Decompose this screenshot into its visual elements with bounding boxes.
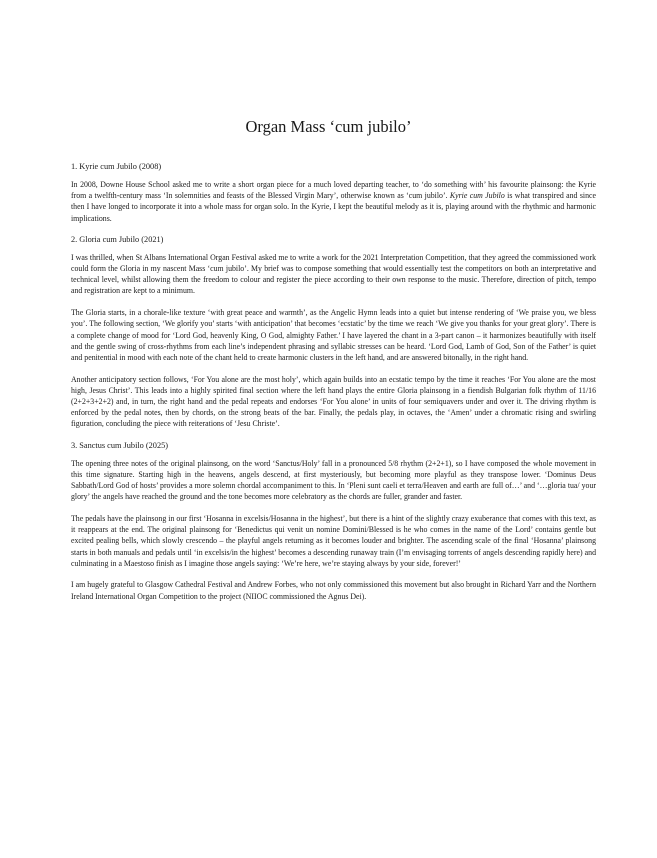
section-sanctus [71,440,596,602]
paragraph: I am hugely grateful to Glasgow Cathedral Festival and Andrew Forbes, who not only commissioned this movement but also brought in Richard Yarr and the Northern Ireland International Organ Competition to the project (NIIOC commissioned the Agnus Dei). [71,580,596,601]
document-body [71,161,596,612]
paragraph-text: In 2008, Downe House School asked me to write a short organ piece for a much loved departing teacher, to ‘do something with’ his favourite plainsong: the Kyrie from a twelfth-century mass ‘In solemnities and feasts of the Blessed Virgin Mary’, otherwise known as ‘cum jubilo’. [71,180,596,201]
italic-title-text: Kyrie cum Jubilo [449,191,505,201]
paragraph-text: is what transpired and since then I have longed to incorporate it into a whole mass for organ solo. In the Kyrie, I kept the beautiful melody as it is, playing around with the rhythmic and harmonic implications. [71,191,596,223]
section-heading: 2. Gloria cum Jubilo (2021) [71,234,164,244]
paragraph: The pedals have the plainsong in our first ‘Hosanna in excelsis/Hosanna in the highest’, but there is a hint of the slightly crazy exuberance that comes with this text, as it reappears at the end. The original plainsong for ‘Benedictus qui venit un nomine Domini/Blessed is he who comes in the name of the Lord’ contains gentle but excited pealing bells, which slowly crescendo – the playful angels returning as it becomes louder and brighter. The ascending scale of the final ‘Hosanna’ plainsong starts in both manuals and pedals until ‘in excelsis/in the highest’ becomes a descending runaway train (I’m envisaging torrents of angels descending rapidly here) and culminating in a Maestoso finish as I imagine those angels saying: ‘We’re here, we’re staying always by your side, forever!’ [71,513,596,568]
paragraph: The opening three notes of the original plainsong, on the word ‘Sanctus/Holy’ fall in a pronounced 5/8 rhythm (2+2+1), so I have composed the whole movement in this time signature. Starting high in the heavens, angels descend, at first mysteriously, but becoming more playful as they transpose lower. ‘Dominus Deus Sabbath/Lord God of hosts’ provides a more solemn chordal accompaniment to this. In ‘Pleni sunt caeli et terra/Heaven and earth are full of…’ and ‘…gloria tua/ your glory’ the angels have reached the ground and the tone becomes more celebratory as the chords are fuller, grander and faster. [71,458,596,502]
paragraph: Another anticipatory section follows, ‘For You alone are the most holy’, which again builds into an ecstatic tempo by the time it reaches ‘For You alone are the most high, Jesus Christ’. This leads into a highly spirited final section where the left hand plays the entire Gloria plainsong in a fiendish Bulgarian folk rhythm of 11/16 (2+2+3+2+2) and, in turn, the right hand and the pedal repeats and endorses ‘For You alone’ in units of four semiquavers under and over it. The driving rhythm is enforced by the pedal notes, then by chords, on the strong beats of the bar. Finally, the pedals play, in octaves, the ‘Amen’ under a chromatic rising and swirling figuration, concluding the piece with reiterations of ‘Jesu Christe’. [71,374,596,429]
section-heading: 1. Kyrie cum Jubilo (2008) [71,162,162,171]
page-title: Organ Mass ‘cum jubilo’ [245,117,412,136]
paragraph [71,179,596,224]
paragraph: I was thrilled, when St Albans International Organ Festival asked me to write a work for the 2021 Interpretation Competition, that they agreed the commissioned work could form the Gloria in my nascent Mass ‘cum jubilo’. My brief was to compose something that would essentially test the competitors on both an interpretative and technical level, whilst allowing them the freedom to colour and register the piece according to their own response to the music. Therefore, direction of pitch, tempo and registration are kept to a minimum. [71,252,596,296]
section-heading: 3. Sanctus cum Jubilo (2025) [71,440,169,450]
paragraph: The Gloria starts, in a chorale-like texture ‘with great peace and warmth’, as the Angelic Hymn leads into a quiet but intense rendering of ‘We praise you, we bless you’. The following section, ‘We glorify you’ starts ‘with anticipation’ that becomes ‘ecstatic’ by the time we reach ‘We give you thanks for your great glory’. There is a complete change of mood for ‘Lord God, heavenly King, O God, almighty Father.’ I have layered the chant in a 3-part canon – it harmonizes beautifully with itself and the gentle swing of cross-rhythms from each line’s independent phrasing and syllabic stresses can be heard. ‘Lord God, Lamb of God, Son of the Father’ is quiet and penitential in mood with each note of the chant held to create harmonic clusters in the left hand, and are answered bitonally, in the right hand. [71,308,596,362]
section-gloria [71,234,596,430]
section-kyrie [71,161,596,224]
